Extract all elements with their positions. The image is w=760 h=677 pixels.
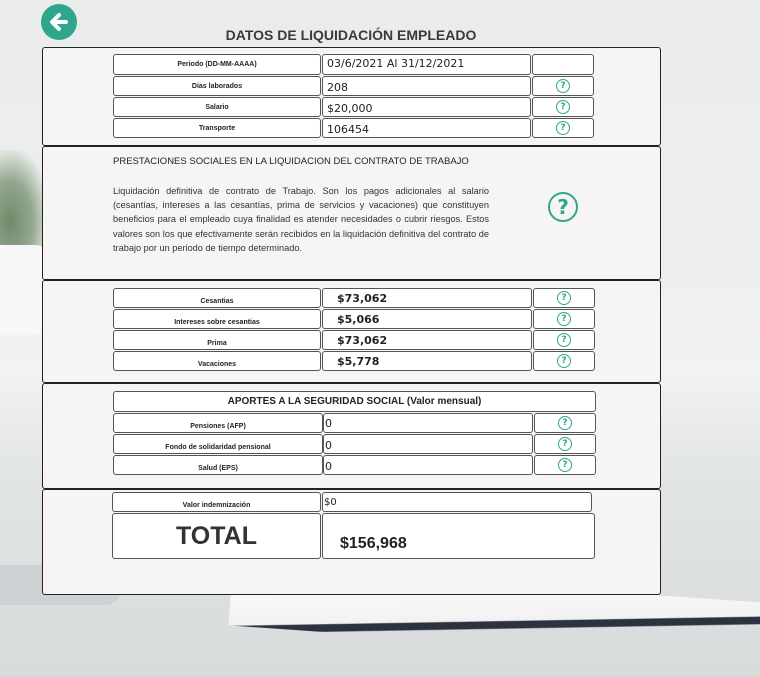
question-icon: ? <box>557 354 571 368</box>
prima-value: $73,062 <box>322 330 532 350</box>
question-icon: ? <box>558 458 572 472</box>
fondo-label: Fondo de solidaridad pensional <box>113 434 323 454</box>
vacaciones-value: $5,778 <box>322 351 532 371</box>
salud-help-button[interactable] <box>534 455 596 475</box>
transport-field[interactable]: 106454 <box>322 118 531 138</box>
pensiones-field[interactable]: 0 <box>323 413 533 433</box>
salary-label: Salario <box>113 97 321 117</box>
fondo-field[interactable]: 0 <box>323 434 533 454</box>
pensiones-label: Pensiones (AFP) <box>113 413 323 433</box>
indemnizacion-field[interactable]: $0 <box>322 492 592 512</box>
question-icon: ? <box>558 437 572 451</box>
salary-help-button[interactable] <box>532 97 594 117</box>
prima-help-button[interactable] <box>533 330 595 350</box>
intereses-help-button[interactable] <box>533 309 595 329</box>
vacaciones-label: Vacaciones <box>113 351 321 371</box>
salary-field[interactable]: $20,000 <box>322 97 531 117</box>
pensiones-help-button[interactable] <box>534 413 596 433</box>
total-value: $156,968 <box>322 513 595 559</box>
fondo-help-button[interactable] <box>534 434 596 454</box>
question-icon: ? <box>557 312 571 326</box>
question-icon: ? <box>556 100 570 114</box>
days-help-button[interactable] <box>532 76 594 96</box>
cesantias-label: Cesantias <box>113 288 321 308</box>
intereses-value: $5,066 <box>322 309 532 329</box>
total-label: TOTAL <box>112 513 321 559</box>
page-title: DATOS DE LIQUIDACIÓN EMPLEADO <box>225 27 477 43</box>
question-icon: ? <box>556 121 570 135</box>
question-icon: ? <box>557 333 571 347</box>
prestaciones-description: Liquidación definitiva de contrato de Trabajo. Son los pagos adicionales al salario (cesantías, intereses a las cesantías, prima de servicios y vacaciones) que constituyen beneficios para el empleado cuya finalidad es atender necesidades o cubrir riesgos. Estos valores son los que efectivamente serán recibidos en la liquidación definitiva del contrato de trabajo por un periodo de tiempo determinado. <box>113 186 489 253</box>
period-extra-cell <box>532 54 594 75</box>
salud-label: Salud (EPS) <box>113 455 323 475</box>
prestaciones-panel <box>42 146 661 280</box>
transport-help-button[interactable] <box>532 118 594 138</box>
seguridad-social-panel <box>42 383 661 489</box>
days-field[interactable]: 208 <box>322 76 531 96</box>
intereses-label: Intereses sobre cesantias <box>113 309 321 329</box>
salud-field[interactable]: 0 <box>323 455 533 475</box>
cesantias-help-button[interactable] <box>533 288 595 308</box>
indemnizacion-label: Valor indemnización <box>112 492 321 512</box>
cesantias-value: $73,062 <box>322 288 532 308</box>
seguridad-social-title: APORTES A LA SEGURIDAD SOCIAL (Valor mensual) <box>113 391 596 412</box>
benefits-panel <box>42 280 661 383</box>
period-field[interactable]: 03/6/2021 Al 31/12/2021 <box>322 54 531 75</box>
prestaciones-title: PRESTACIONES SOCIALES EN LA LIQUIDACION DEL CONTRATO DE TRABAJO <box>113 156 469 167</box>
prima-label: Prima <box>113 330 321 350</box>
question-icon: ? <box>558 416 572 430</box>
question-icon: ? <box>556 79 570 93</box>
background-pot <box>0 245 46 335</box>
vacaciones-help-button[interactable] <box>533 351 595 371</box>
employee-data-panel <box>42 47 661 146</box>
days-label: Dias laborados <box>113 76 321 96</box>
transport-label: Transporte <box>113 118 321 138</box>
totals-panel <box>42 489 661 595</box>
question-icon[interactable]: ? <box>548 192 578 222</box>
question-icon: ? <box>557 291 571 305</box>
period-label: Periodo (DD-MM-AAAA) <box>113 54 321 75</box>
